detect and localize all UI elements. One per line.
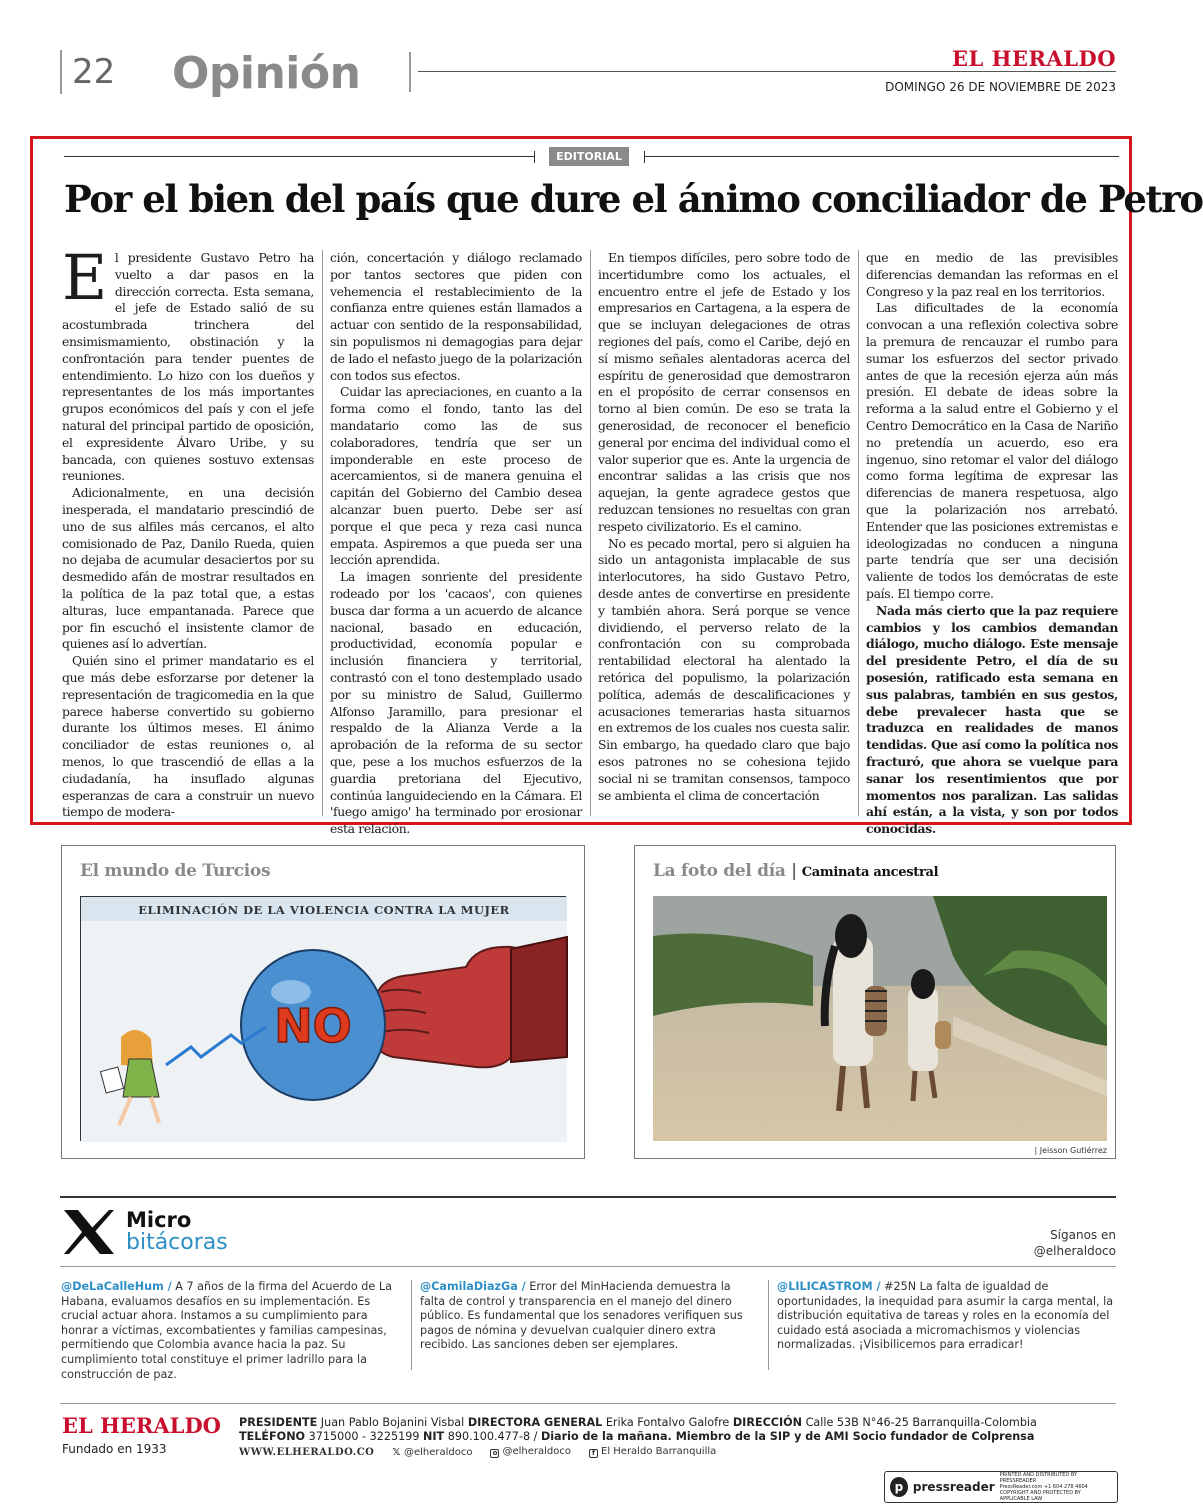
tweet-handle[interactable]: @DeLaCalleHum / <box>61 1280 172 1293</box>
editorial-headline: Por el bien del país que dure el ánimo conciliador de Petro <box>64 177 1203 221</box>
drop-cap: E <box>62 241 107 314</box>
tweet-text: #25N La falta de igualdad de oportunidades, la inequidad para asumir la carga mental, la distribución equitativa de tareas y roles en la economía del cuidado está asociada a micromachismos y violencias normalizadas. ¡Visibilicemos para erradicar! <box>777 1280 1114 1352</box>
photo-credit: | Jeisson Gutiérrez <box>1034 1146 1107 1155</box>
photo-illustration <box>653 896 1107 1141</box>
website-link[interactable]: WWW.ELHERALDO.CO <box>239 1446 375 1458</box>
column-divider <box>590 250 591 816</box>
cartoon-title: El mundo de Turcios <box>80 861 271 881</box>
pressreader-fine-print: PRINTED AND DISTRIBUTED BY PRESSREADER PressReader.com +1 604 278 4604 COPYRIGHT AND PROTECTED BY APPLICABLE LAW <box>999 1472 1088 1502</box>
tweet-divider <box>768 1280 769 1370</box>
pressreader-name: pressreader <box>912 1480 995 1494</box>
cartoon-balloon-text: NO <box>274 999 352 1053</box>
editorial-column-4 <box>866 250 1118 837</box>
tweet <box>777 1280 1117 1353</box>
photo-panel <box>634 845 1116 1159</box>
tweet-handle[interactable]: @LILICASTROM / <box>777 1280 881 1293</box>
x-logo-icon <box>62 1208 116 1260</box>
x-link[interactable]: 𝕏 @elheraldoco <box>392 1446 473 1458</box>
editorial-column-1 <box>62 241 314 820</box>
paragraph: La imagen sonriente del presidente rodeado por los 'cacaos', con quienes busca dar forma a un acuerdo de alcance nacional, basado en educación, productividad, economía popular e inclusión financiera y territorial, contrastó con el tono destemplado usado por su ministro de Salud, Guillermo Alfonso Jaramillo, para presionar el respaldo de la Alianza Verde a la aprobación de la reforma de su sector que, pese a los muchos esfuerzos de la guardia pretoriana del Ejecutivo, continúa languideciendo en la Cámara. El 'fuego amigo' ha terminado por erosionar esta relación. <box>330 569 582 837</box>
founded-text: Fundado en 1933 <box>62 1442 167 1456</box>
cartoon-banner: ELIMINACIÓN DE LA VIOLENCIA CONTRA LA MUJER <box>138 903 510 917</box>
editorial-columns <box>62 241 1120 837</box>
photo-title: La foto del día <box>653 861 786 881</box>
section-title: Opinión <box>172 48 361 99</box>
follow-handle[interactable]: @elheraldoco <box>1033 1244 1116 1258</box>
masthead-info <box>239 1416 1037 1444</box>
masthead-line-1: PRESIDENTE Juan Pablo Bojanini Visbal DIRECTORA GENERAL Erika Fontalvo Galofre DIRECCIÓN Calle 53B N°46-25 Barranquilla-Colombia <box>239 1416 1037 1429</box>
pressreader-badge[interactable] <box>884 1471 1118 1503</box>
tweet-text: Error del MinHacienda demuestra la falta de control y transparencia en el manejo del dinero público. Es fundamental que los senadores verifiquen sus pagos de nómina y devuelvan cualquier dinero extra recibido. Las sanciones deben ser ejemplares. <box>420 1280 743 1352</box>
photo-subtitle: Caminata ancestral <box>801 865 939 880</box>
micro-title: Micro <box>126 1208 192 1232</box>
paragraph: No es pecado mortal, pero si alguien ha sido un antagonista implacable de sus interlocutores, ha sido Gustavo Petro, desde antes de convertirse en presidente y también ahora. Será porque se vence dividiendo, el perverso relato de la confrontación con su comprobada rentabilidad electoral ha alentado la retórica del populismo, la polarización política, además de descalificaciones y acusaciones temerarias hasta situarnos en extremos de los cuales nos cuesta salir. Sin embargo, ha quedado claro que bajo esos patrones no se cohesiona tejido social ni se tramitan consensos, tampoco se ambienta el clima de concertación <box>598 535 850 803</box>
photo-title-block: La foto del día | Caminata ancestral <box>653 861 939 881</box>
paragraph: Nada más cierto que la paz requiere cambios y los cambios demandan diálogo, mucho diálogo. Este mensaje del presidente Petro, el día de su posesión, ratificado esta semana en sus palabras, también en sus gestos, debe prevalecer hasta que se traduzca en realidades de manos tendidas. Que así como la política nos fracturó, que ahora se vuelque para sanar los resentimientos que por momentos nos paralizan. Las salidas ahí están, a la vista, y son por todos conocidas. <box>866 602 1118 837</box>
tweet <box>420 1280 750 1353</box>
section-rule <box>60 1266 1116 1267</box>
cartoon-illustration <box>81 897 567 1142</box>
editorial-column-3 <box>598 250 850 820</box>
paragraph: que en medio de las previsibles diferencias demandan las reformas en el Congreso y la paz real en los territorios. <box>866 250 1118 299</box>
cartoon-image <box>80 896 566 1141</box>
paragraph: El presidente Gustavo Petro ha vuelto a dar pasos en la dirección correcta. Esta semana, el jefe de Estado salió de su acostumbrada trinchera del ensimismamiento, obstinación y la confrontación para tender puentes de entendimiento. Lo hizo con los dueños y representantes de los más importantes grupos económicos del país y con el jefe natural del principal partido de oposición, el expresidente Álvaro Uribe, y su bancada, con quienes sostuvo extensas reuniones. <box>62 241 314 484</box>
footer-brand: EL HERALDO <box>62 1413 221 1438</box>
issue-date: DOMINGO 26 DE NOVIEMBRE DE 2023 <box>885 80 1116 94</box>
tweet-divider <box>411 1280 412 1370</box>
tweet <box>61 1280 401 1382</box>
social-links <box>239 1446 716 1458</box>
paragraph: En tiempos difíciles, pero sobre todo de incertidumbre como los actuales, el encuentro entre el jefe de Estado y los empresarios en Cartagena, a la espera de que se incluyan delegaciones de otras regiones del país, como el Caribe, dejó en sí mismo señales alentadoras acerca del espíritu de generosidad que demostraron en el propósito de cerrar consensos en torno al bien común. De eso se trata la generosidad, de reconocer el beneficio general por encima del individual como el valor superior que es. Ante la urgencia de encontrar salidas a las crisis que nos aquejan, la gente agradece gestos que reduzcan tensiones no resueltas con gran respeto civilizatorio. Es el camino. <box>598 250 850 534</box>
column-divider <box>322 250 323 816</box>
paragraph: Las dificultades de la economía convocan a una reflexión colectiva sobre la premura de rencauzar el rumbo para sumar los esfuerzos del sector privado antes de que la recesión ejerza aún más presión. El debate de ideas sobre la reforma a la salud entre el Gobierno y el Centro Democrático en la Casa de Nariño no pretendía un acuerdo, eso era ingenuo, sino retomar el valor del diálogo como forma legítima de expresar las diferencias de manera respetuosa, algo que la polarización nos arrebató. Entender que las posiciones extremistas e ideologizadas no conducen a ninguna parte tendría que ser una decisión valiente de todos los demócratas de este país. El tiempo corre. <box>866 300 1118 601</box>
follow-us: Síganos en @elheraldoco <box>1033 1228 1116 1258</box>
paragraph: Quién sino el primer mandatario es el que más debe esforzarse por detener la representación de tragicomedia en la que parece haberse convertido su gobierno durante los últimos meses. El ánimo conciliador de estas reuniones o, al menos, lo que trascendió de ellas a la ciudadanía, ha insuflado algunas esperanzas de cara a construir un nuevo tiempo de modera- <box>62 653 314 820</box>
paragraph: Cuidar las apreciaciones, en cuanto a la forma como el fondo, tanto las del mandatario como las de sus colaboradores, tendría que ser un imponderable en este proceso de acercamientos, si de manera genuina el capitán del Gobierno del Cambio desea alcanzar buen puerto. Debe ser así porque el que peca y reza casi nunca empata. Aspiremos a que pueda ser una lección aprendida. <box>330 384 582 568</box>
facebook-link[interactable]: f El Heraldo Barranquilla <box>589 1446 716 1458</box>
x-icon: 𝕏 <box>392 1446 404 1458</box>
facebook-icon: f <box>589 1449 598 1458</box>
footer-rule <box>60 1403 1116 1404</box>
pressreader-icon: p <box>890 1477 908 1497</box>
paragraph: Adicionalmente, en una decisión inesperada, el mandatario prescindió de uno de sus alfiles más cercanos, el alto comisionado de Paz, Danilo Rueda, quien no dejaba de acumular desaciertos por su desmedido afán de mostrar resultados en la política de la paz total que, a estas alturas, luce empantanada. Parece que por fin escuchó el insistente clamor de quienes así lo advertían. <box>62 485 314 652</box>
editorial-column-2 <box>330 250 582 837</box>
instagram-link[interactable]: o @elheraldoco <box>490 1446 571 1458</box>
instagram-icon: o <box>490 1449 499 1458</box>
page-number-block <box>60 50 125 94</box>
brand-logo: EL HERALDO <box>952 46 1116 71</box>
tweet-handle[interactable]: @CamilaDiazGa / <box>420 1280 526 1293</box>
photo-image <box>653 896 1107 1141</box>
masthead-line-2: TELÉFONO 3715000 - 3225199 NIT 890.100.477-8 / Diario de la mañana. Miembro de la SIP y de AMI Socio fundador de Colprensa <box>239 1430 1035 1443</box>
header-rule <box>418 71 1116 72</box>
editorial-body <box>33 139 1203 837</box>
micro-title-accent: bitácoras <box>126 1230 228 1255</box>
cartoon-panel <box>61 845 585 1159</box>
section-rule <box>60 1196 1116 1198</box>
page-number: 22 <box>72 52 116 92</box>
tweet-text: A 7 años de la firma del Acuerdo de La Habana, evaluamos desafíos en su implementación. Es crucial actuar ahora. Instamos a su cumplimiento para honrar a víctimas, excombatientes y familias campesinas, permitiendo que Colombia avance hacia la paz. Su cumplimiento total constituye el primer ladrillo para la construcción de paz. <box>61 1280 392 1381</box>
divider <box>409 52 411 92</box>
column-divider <box>858 250 859 816</box>
editorial-label: EDITORIAL <box>549 147 629 166</box>
paragraph: ción, concertación y diálogo reclamado por tantos sectores que piden con vehemencia el restablecimiento de la confianza entre quienes están llamados a actuar con sentido de la responsabilidad, sin populismos ni demagogias para dejar de lado el nefasto juego de la polarización con todos sus efectos. <box>330 250 582 383</box>
